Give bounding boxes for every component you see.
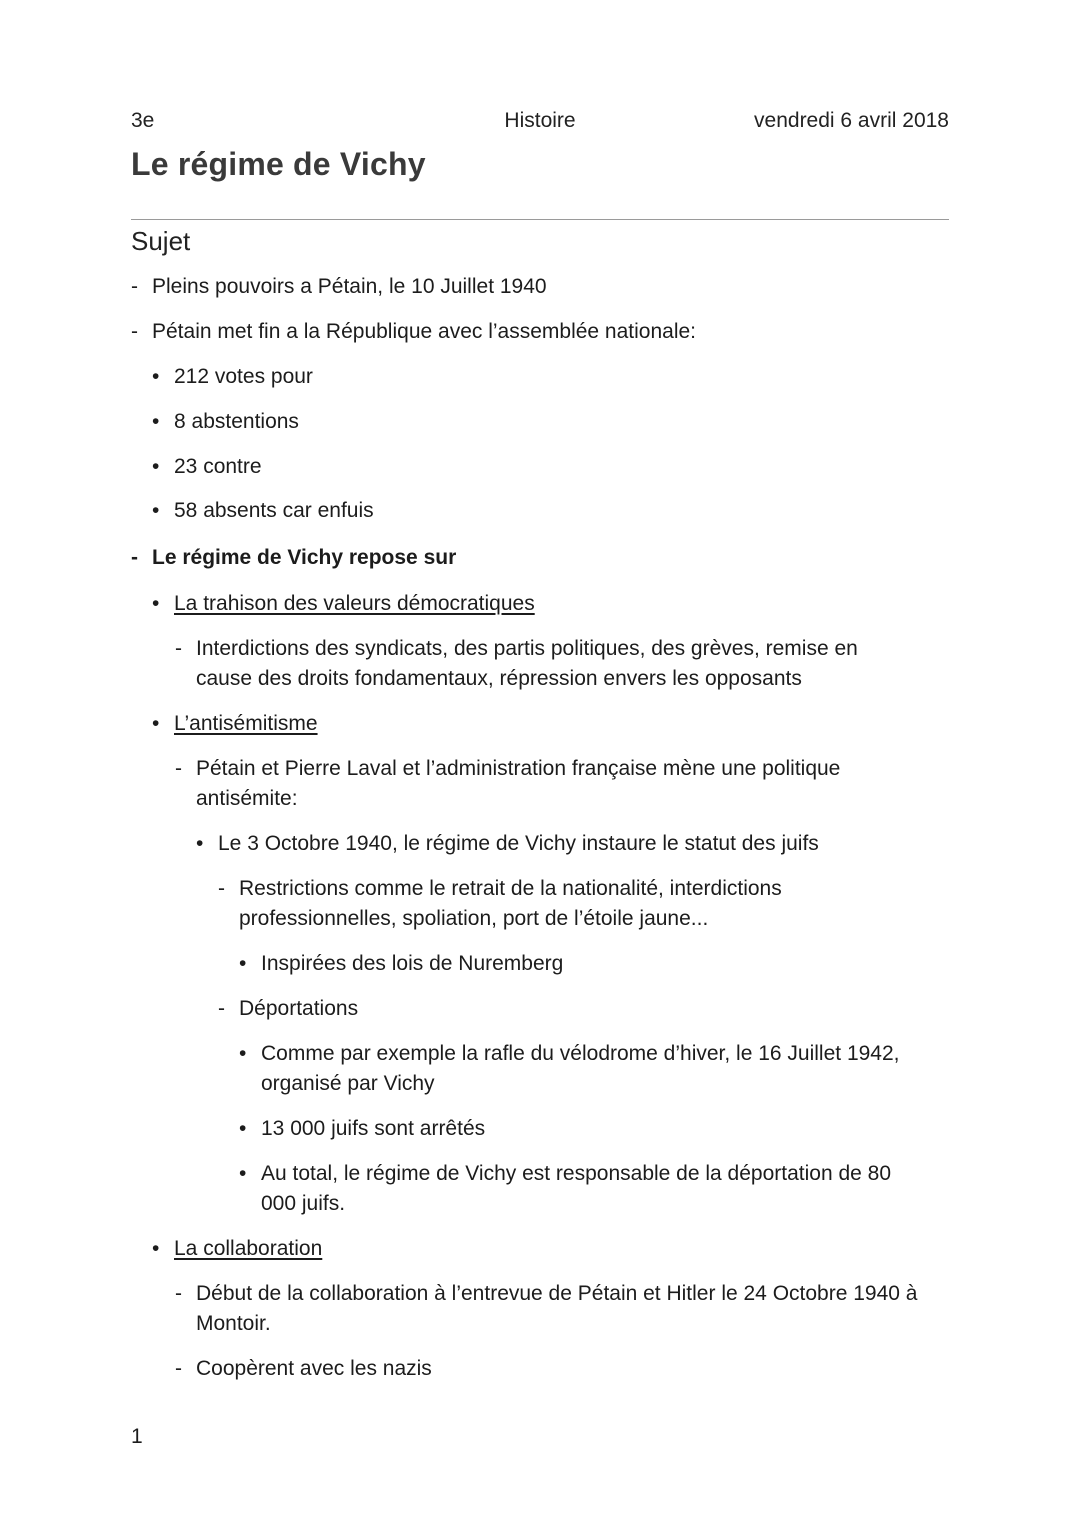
list-item: Comme par exemple la rafle du vélodrome d’hiver, le 16 Juillet 1942, bbox=[261, 1042, 900, 1065]
dash-marker: - bbox=[218, 997, 225, 1020]
list-item: 13 000 juifs sont arrêtés bbox=[261, 1117, 486, 1140]
list-item: Au total, le régime de Vichy est responsable de la déportation de 80 bbox=[261, 1162, 892, 1185]
section-heading: Sujet bbox=[131, 226, 191, 256]
list-item-continued: professionnelles, spoliation, port de l’étoile jaune... bbox=[239, 907, 709, 930]
list-item: Le 3 Octobre 1940, le régime de Vichy instaure le statut des juifs bbox=[218, 832, 819, 855]
bullet-marker: • bbox=[239, 1117, 247, 1140]
date-label: vendredi 6 avril 2018 bbox=[754, 109, 949, 132]
dash-marker: - bbox=[131, 275, 138, 298]
class-label: 3e bbox=[131, 109, 155, 132]
bullet-marker: • bbox=[152, 499, 160, 522]
list-item: Pétain met fin a la République avec l’assemblée nationale: bbox=[152, 320, 697, 343]
list-item: 8 abstentions bbox=[174, 410, 299, 433]
list-item: Pétain et Pierre Laval et l’administration française mène une politique bbox=[196, 757, 841, 780]
dash-marker: - bbox=[175, 757, 182, 780]
bullet-marker: • bbox=[239, 952, 247, 975]
title-divider bbox=[131, 219, 949, 220]
dash-marker: - bbox=[175, 1357, 182, 1380]
list-item-subheading: La collaboration bbox=[174, 1237, 323, 1260]
list-item-subheading: La trahison des valeurs démocratiques bbox=[174, 592, 535, 615]
list-item: 58 absents car enfuis bbox=[174, 499, 374, 522]
bullet-marker: • bbox=[239, 1162, 247, 1185]
subject-label: Histoire bbox=[504, 109, 576, 132]
list-item: Restrictions comme le retrait de la nationalité, interdictions bbox=[239, 877, 782, 900]
dash-marker: - bbox=[218, 877, 225, 900]
list-item: 212 votes pour bbox=[174, 365, 313, 388]
bullet-marker: • bbox=[152, 410, 160, 433]
list-item-subheading: L’antisémitisme bbox=[174, 712, 318, 735]
list-item: Inspirées des lois de Nuremberg bbox=[261, 952, 564, 975]
list-item: Déportations bbox=[239, 997, 359, 1020]
bullet-marker: • bbox=[196, 832, 204, 855]
dash-marker: - bbox=[175, 1282, 182, 1305]
list-item: Interdictions des syndicats, des partis politiques, des grèves, remise en bbox=[196, 637, 858, 660]
page-number: 1 bbox=[131, 1425, 143, 1448]
list-item: 23 contre bbox=[174, 455, 262, 478]
list-item-continued: cause des droits fondamentaux, répression envers les opposants bbox=[196, 667, 802, 690]
bullet-marker: • bbox=[152, 592, 160, 615]
list-item: Début de la collaboration à l’entrevue de Pétain et Hitler le 24 Octobre 1940 à bbox=[196, 1282, 918, 1305]
dash-marker: - bbox=[131, 320, 138, 343]
bullet-marker: • bbox=[152, 365, 160, 388]
list-item-continued: organisé par Vichy bbox=[261, 1072, 435, 1095]
dash-marker: - bbox=[131, 546, 138, 569]
bullet-marker: • bbox=[152, 1237, 160, 1260]
list-item-continued: antisémite: bbox=[196, 787, 298, 810]
list-item-heading: Le régime de Vichy repose sur bbox=[152, 546, 457, 569]
list-item: Pleins pouvoirs a Pétain, le 10 Juillet 1940 bbox=[152, 275, 547, 298]
list-item-continued: 000 juifs. bbox=[261, 1192, 346, 1215]
bullet-marker: • bbox=[152, 712, 160, 735]
bullet-marker: • bbox=[152, 455, 160, 478]
list-item: Coopèrent avec les nazis bbox=[196, 1357, 432, 1380]
bullet-marker: • bbox=[239, 1042, 247, 1065]
list-item-continued: Montoir. bbox=[196, 1312, 271, 1335]
page-title: Le régime de Vichy bbox=[131, 146, 426, 182]
dash-marker: - bbox=[175, 637, 182, 660]
